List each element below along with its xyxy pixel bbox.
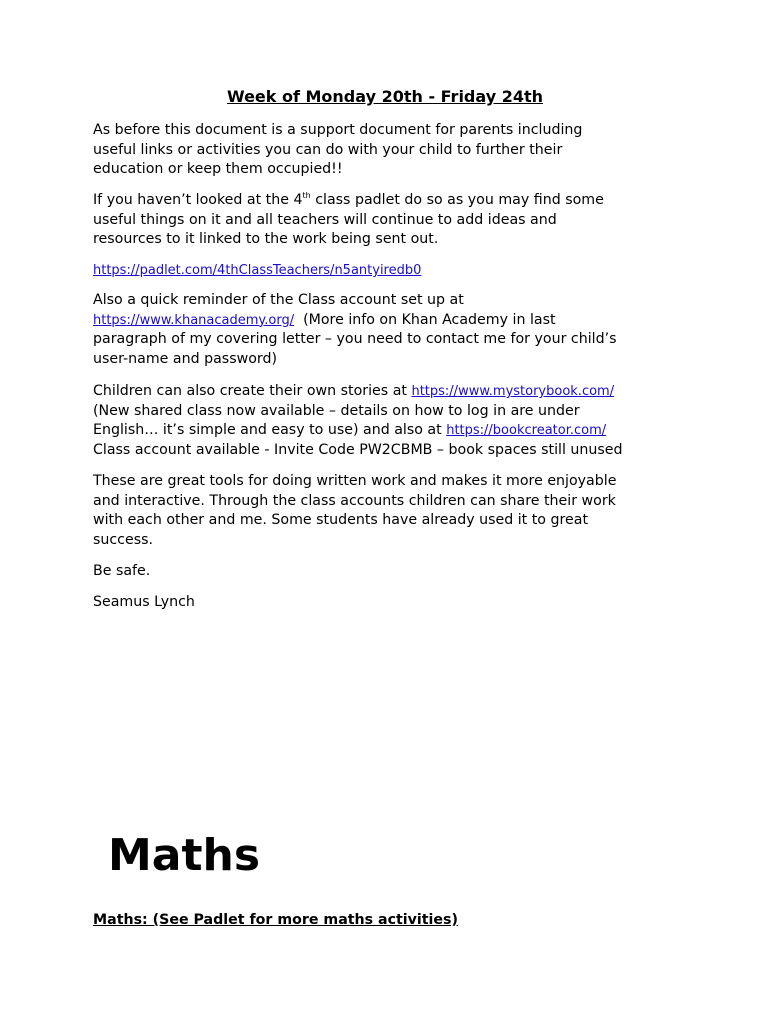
stories-paragraph — [93, 382, 693, 460]
intro-line: As before this document is a support document for parents including — [93, 122, 583, 138]
tools-paragraph — [93, 472, 693, 550]
ordinal-superscript: th — [302, 191, 311, 200]
be-safe: Be safe. — [93, 563, 151, 579]
padlet-text: If you haven’t looked at the 4 — [93, 192, 303, 208]
page-title: Week of Monday 20th - Friday 24th — [226, 87, 543, 106]
mystorybook-link[interactable]: https://www.mystorybook.com/ — [411, 384, 615, 399]
maths-heading: Maths — [108, 830, 261, 881]
padlet-text: class padlet do so as you may find some — [310, 192, 604, 208]
padlet-paragraph — [93, 191, 693, 250]
intro-paragraph — [93, 121, 693, 180]
khan-line: user-name and password) — [93, 350, 277, 367]
bookcreator-link[interactable]: https://bookcreator.com/ — [446, 423, 607, 439]
khan-line: paragraph of my covering letter – you need to contact me for your child’s — [93, 331, 617, 348]
stories-line — [93, 382, 693, 402]
tools-line: These are great tools for doing written work and makes it more enjoyable — [93, 473, 617, 489]
stories-line: Class account available - Invite Code PW2CBMB – book spaces still unused — [93, 441, 623, 458]
stories-line: (New shared class now available – details on how to log in are under — [93, 402, 580, 419]
padlet-line: resources to it linked to the work being sent out. — [93, 231, 439, 248]
khan-academy-link[interactable]: https://www.khanacademy.org/ — [93, 312, 295, 328]
intro-line: education or keep them occupied!! — [93, 161, 343, 178]
khan-text: (More info on Khan Academy in last — [294, 311, 556, 328]
maths-subheading: Maths: (See Padlet for more maths activities) — [93, 912, 458, 928]
padlet-link-paragraph — [93, 261, 693, 281]
intro-line: useful links or activities you can do with your child to further their — [93, 141, 563, 158]
tools-line: with each other and me. Some students have already used it to great — [93, 512, 589, 529]
stories-text: English… it’s simple and easy to use) and also at — [93, 422, 447, 439]
stories-text: Children can also create their own stories at — [93, 383, 412, 399]
khan-paragraph — [93, 291, 693, 369]
padlet-line: useful things on it and all teachers will continue to add ideas and — [93, 211, 557, 228]
padlet-link[interactable]: https://padlet.com/4thClassTeachers/n5antyiredb0 — [93, 263, 422, 278]
stories-line — [93, 421, 693, 441]
tools-line: and interactive. Through the class accounts children can share their work — [93, 492, 616, 509]
khan-line — [93, 311, 693, 331]
signature: Seamus Lynch — [93, 594, 195, 610]
tools-line: success. — [93, 531, 154, 548]
khan-line: Also a quick reminder of the Class account set up at — [93, 292, 464, 308]
padlet-line — [93, 191, 693, 211]
